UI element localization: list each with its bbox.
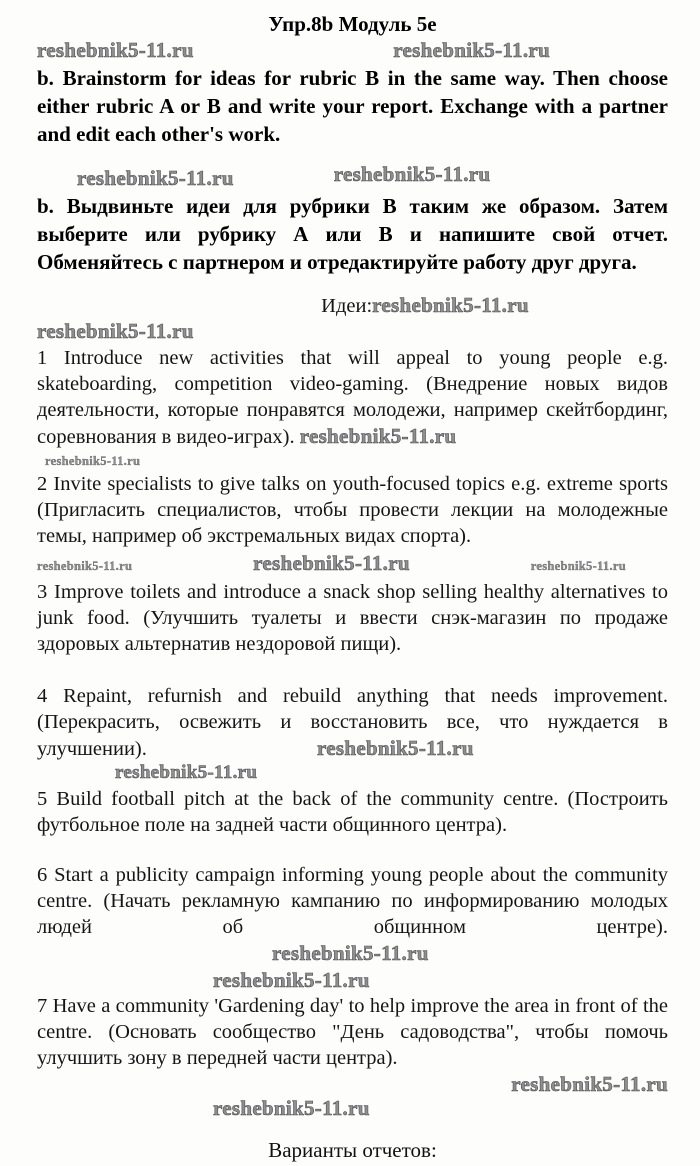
task-paragraph-ru: b. Выдвиньте идеи для рубрики В таким же образом. Затем выберите или рубрику А или В и напишите свой отчет. Обменяйтесь с партнером и отредактируйте работу друг друга. (37, 194, 668, 274)
watermark-row (37, 453, 668, 469)
watermark: reshebnik5-11.ru (37, 319, 194, 343)
watermark-row (37, 1097, 668, 1119)
page-title: Упр.8b Модуль 5e (268, 12, 437, 36)
watermark-row (37, 162, 668, 190)
watermark: reshebnik5-11.ru (393, 38, 550, 62)
idea-text: 7 Have a community 'Gardening day' to help improve the area in front of the centre. (Основать сообщество "День садоводства", чтобы помочь улучшить зону в передней части центра). (37, 995, 668, 1069)
ideas-heading-row (37, 292, 668, 319)
watermark: reshebnik5-11.ru (299, 424, 457, 448)
watermark: reshebnik5-11.ru (45, 454, 141, 468)
idea-text: 6 Start a publicity campaign informing young people about the community centre. (Начать рекламную кампанию по информированию молодых людей об общинном центре). (37, 864, 668, 938)
watermark-row (37, 319, 668, 343)
idea-text: 2 Invite specialists to give talks on youth-focused topics e.g. extreme sports (Пригласить специалистов, чтобы провести лекции на молодежные темы, например об экстремальных видах спорта). (37, 473, 668, 547)
idea-item-5 (37, 786, 668, 838)
idea-item-7 (37, 993, 668, 1071)
watermark: reshebnik5-11.ru (115, 762, 258, 783)
idea-text: 4 Repaint, refurnish and rebuild anything that needs improvement. (Перекрасить, освежить и восстановить все, что нуждается в улучшении). (37, 685, 668, 760)
watermark: reshebnik5-11.ru (213, 1096, 370, 1120)
watermark-row (37, 552, 668, 577)
idea-item-3 (37, 579, 668, 657)
idea-item-6 (37, 862, 668, 967)
watermark: reshebnik5-11.ru (37, 559, 133, 573)
watermark-row (37, 762, 668, 784)
watermark: reshebnik5-11.ru (213, 968, 370, 992)
watermark: reshebnik5-11.ru (511, 1072, 668, 1096)
idea-text: 1 Introduce new activities that will appeal to young people e.g. skateboarding, competition video-gaming. (Внедрение новых видов деятельности, которые понравятся молодежи, например скейтбординг, соревнования в видео-играх). (37, 347, 668, 448)
reports-heading: Варианты отчетов: (268, 1138, 437, 1162)
watermark: reshebnik5-11.ru (333, 162, 491, 186)
watermark: reshebnik5-11.ru (372, 293, 529, 317)
idea-item-1 (37, 345, 668, 450)
watermark: reshebnik5-11.ru (530, 559, 626, 573)
watermark: reshebnik5-11.ru (253, 551, 410, 575)
watermark-row (37, 969, 668, 991)
ideas-label: Идеи: (321, 295, 373, 317)
watermark-row (37, 38, 668, 62)
idea-text: 5 Build football pitch at the back of the community centre. (Построить футбольное поле на задней части общинного центра). (37, 788, 668, 836)
watermark: reshebnik5-11.ru (317, 736, 474, 760)
watermark: reshebnik5-11.ru (272, 941, 429, 965)
idea-item-4 (37, 683, 668, 762)
watermark-row (37, 1073, 668, 1095)
watermark: reshebnik5-11.ru (37, 38, 194, 62)
task-paragraph-en: b. Brainstorm for ideas for rubric B in the same way. Then choose either rubric A or B and write your report. Exchange with a partner and edit each other's work. (37, 66, 668, 146)
watermark: reshebnik5-11.ru (77, 166, 234, 190)
idea-text: 3 Improve toilets and introduce a snack shop selling healthy alternatives to junk food. (Улучшить туалеты и ввести снэк-магазин по продаже здоровых альтернатив нездоровой пищи). (37, 581, 668, 655)
idea-item-2 (37, 471, 668, 549)
